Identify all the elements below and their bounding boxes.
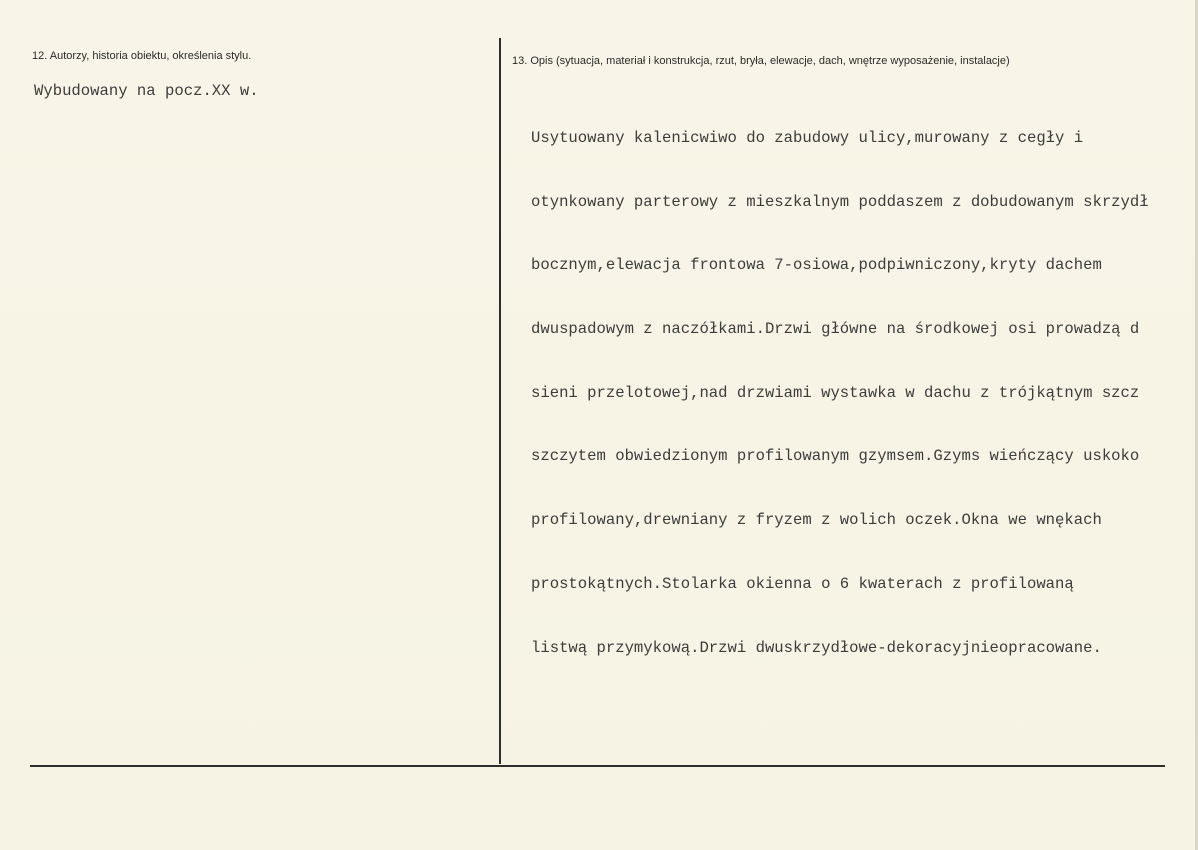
- section-12-text: Wybudowany na pocz.XX w.: [34, 82, 259, 100]
- description-line: otynkowany parterowy z mieszkalnym poddaszem z dobudowanym skrzydł: [531, 192, 1149, 211]
- description-line: dwuspadowym z naczółkami.Drzwi główne na środkowej osi prowadzą d: [531, 320, 1140, 339]
- description-line: bocznym,elewacja frontowa 7-osiowa,podpiwniczony,kryty dachem: [531, 256, 1102, 275]
- description-line: profilowany,drewniany z fryzem z wolich oczek.Okna we wnękach: [531, 511, 1102, 530]
- section-12-label: 12. Autorzy, historia obiektu, określenia stylu.: [32, 50, 252, 62]
- description-line: Usytuowany kalenicwiwo do zabudowy ulicy,murowany z cegły i: [531, 129, 1084, 147]
- section-13-description: [531, 89, 1198, 698]
- description-line: sieni przelotowej,nad drzwiami wystawka w dachu z trójkątnym szcz: [531, 383, 1140, 402]
- bottom-rule: [30, 765, 1165, 767]
- section-13-label: 13. Opis (sytuacja, materiał i konstrukcja, rzut, bryła, elewacje, dach, wnętrze wyposażenie, instalacje): [512, 55, 1010, 67]
- description-line: listwą przymykową.Drzwi dwuskrzydłowe-dekoracyjnieopracowane.: [531, 638, 1102, 657]
- description-line: prostokątnych.Stolarka okienna o 6 kwaterach z profilowaną: [531, 574, 1074, 593]
- description-line: szczytem obwiedzionym profilowanym gzymsem.Gzyms wieńczący uskoko: [531, 447, 1140, 466]
- column-divider: [499, 38, 501, 764]
